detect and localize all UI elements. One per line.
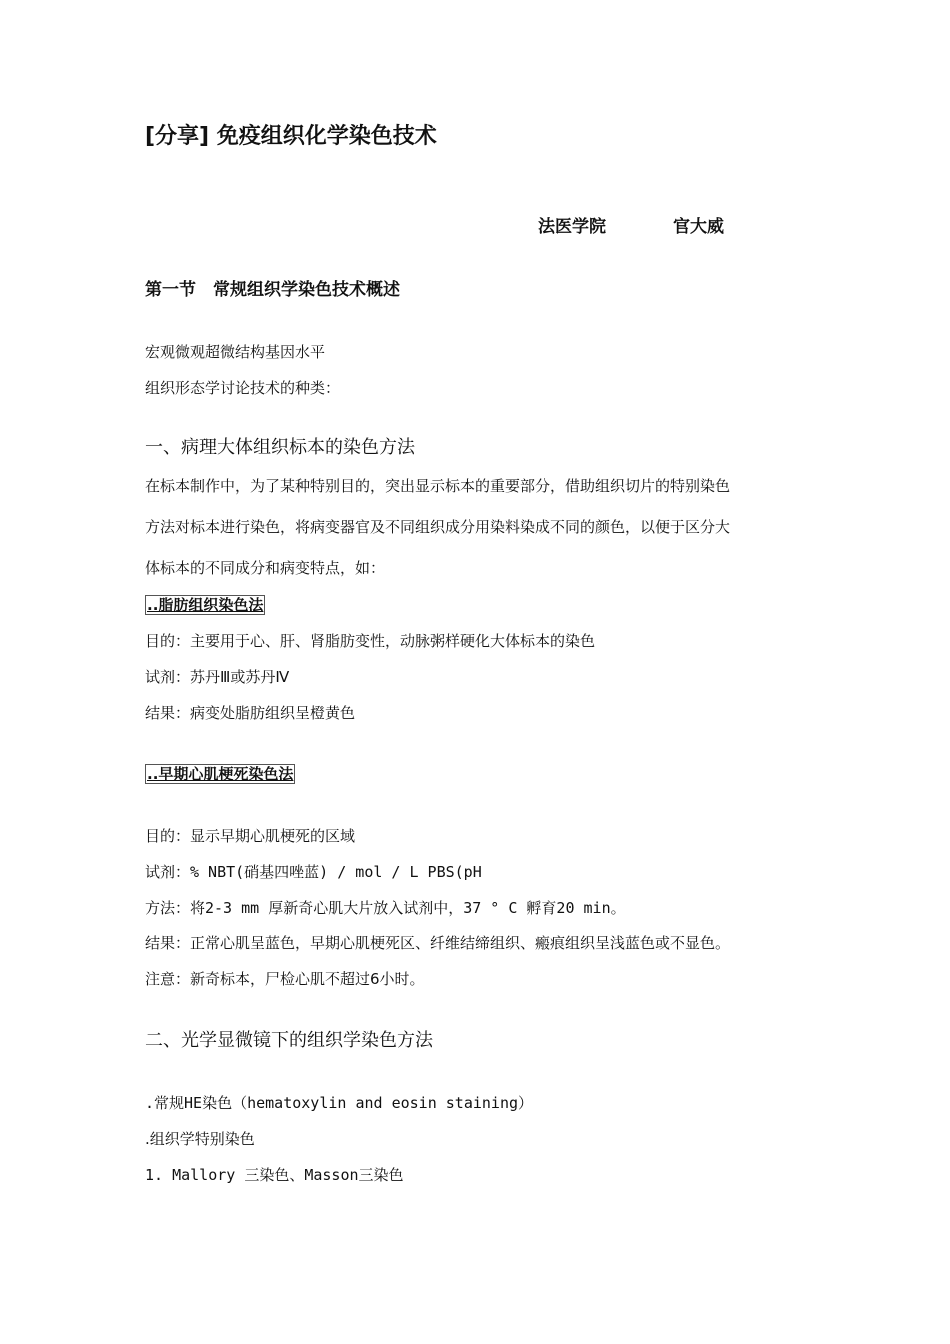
section-text-line: 组织形态学讨论技术的种类： — [145, 379, 341, 397]
paragraph-line: 在标本制作中，为了某种特别目的，突出显示标本的重要部分，借助组织切片的特别染色 — [145, 477, 731, 495]
method-purpose: 目的：主要用于心、肝、肾脂肪变性，动脉粥样硬化大体标本的染色 — [145, 632, 596, 650]
author-name: 官大威 — [673, 217, 724, 237]
method-note: 注意：新奇标本，尸检心肌不超过6小时。 — [145, 970, 425, 988]
method-reagent: 试剂：% NBT(硝基四唑蓝) / mol / L PBS(pH — [145, 863, 482, 881]
method-reagent: 试剂：苏丹Ⅲ或苏丹Ⅳ — [145, 668, 290, 686]
document-title: [分享] 免疫组织化学染色技术 — [145, 124, 437, 149]
method-purpose: 目的：显示早期心肌梗死的区域 — [145, 827, 356, 845]
list-item: .组织学特别染色 — [145, 1130, 255, 1148]
method-title: ..早期心肌梗死染色法 — [147, 765, 294, 783]
author-affiliation: 法医学院 — [538, 217, 606, 237]
part-heading: 二、光学显微镜下的组织学染色方法 — [145, 1030, 433, 1051]
method-result: 结果：病变处脂肪组织呈橙黄色 — [145, 704, 356, 722]
paragraph-line: 方法对标本进行染色，将病变器官及不同组织成分用染料染成不同的颜色，以便于区分大 — [145, 518, 731, 536]
list-item: .常规HE染色（hematoxylin and eosin staining） — [145, 1094, 534, 1112]
paragraph-line: 体标本的不同成分和病变特点，如： — [145, 559, 386, 577]
section-heading: 第一节 常规组织学染色技术概述 — [145, 280, 400, 300]
list-item: 1. Mallory 三染色、Masson三染色 — [145, 1166, 404, 1184]
method-title: ..脂肪组织染色法 — [147, 596, 264, 614]
section-text-line: 宏观微观超微结构基因水平 — [145, 343, 326, 361]
method-result: 结果：正常心肌呈蓝色，早期心肌梗死区、纤维结缔组织、瘢痕组织呈浅蓝色或不显色。 — [145, 934, 731, 952]
method-procedure: 方法：将2-3 mm 厚新奇心肌大片放入试剂中，37 ° C 孵育20 min。 — [145, 899, 626, 917]
part-heading: 一、病理大体组织标本的染色方法 — [145, 437, 415, 458]
